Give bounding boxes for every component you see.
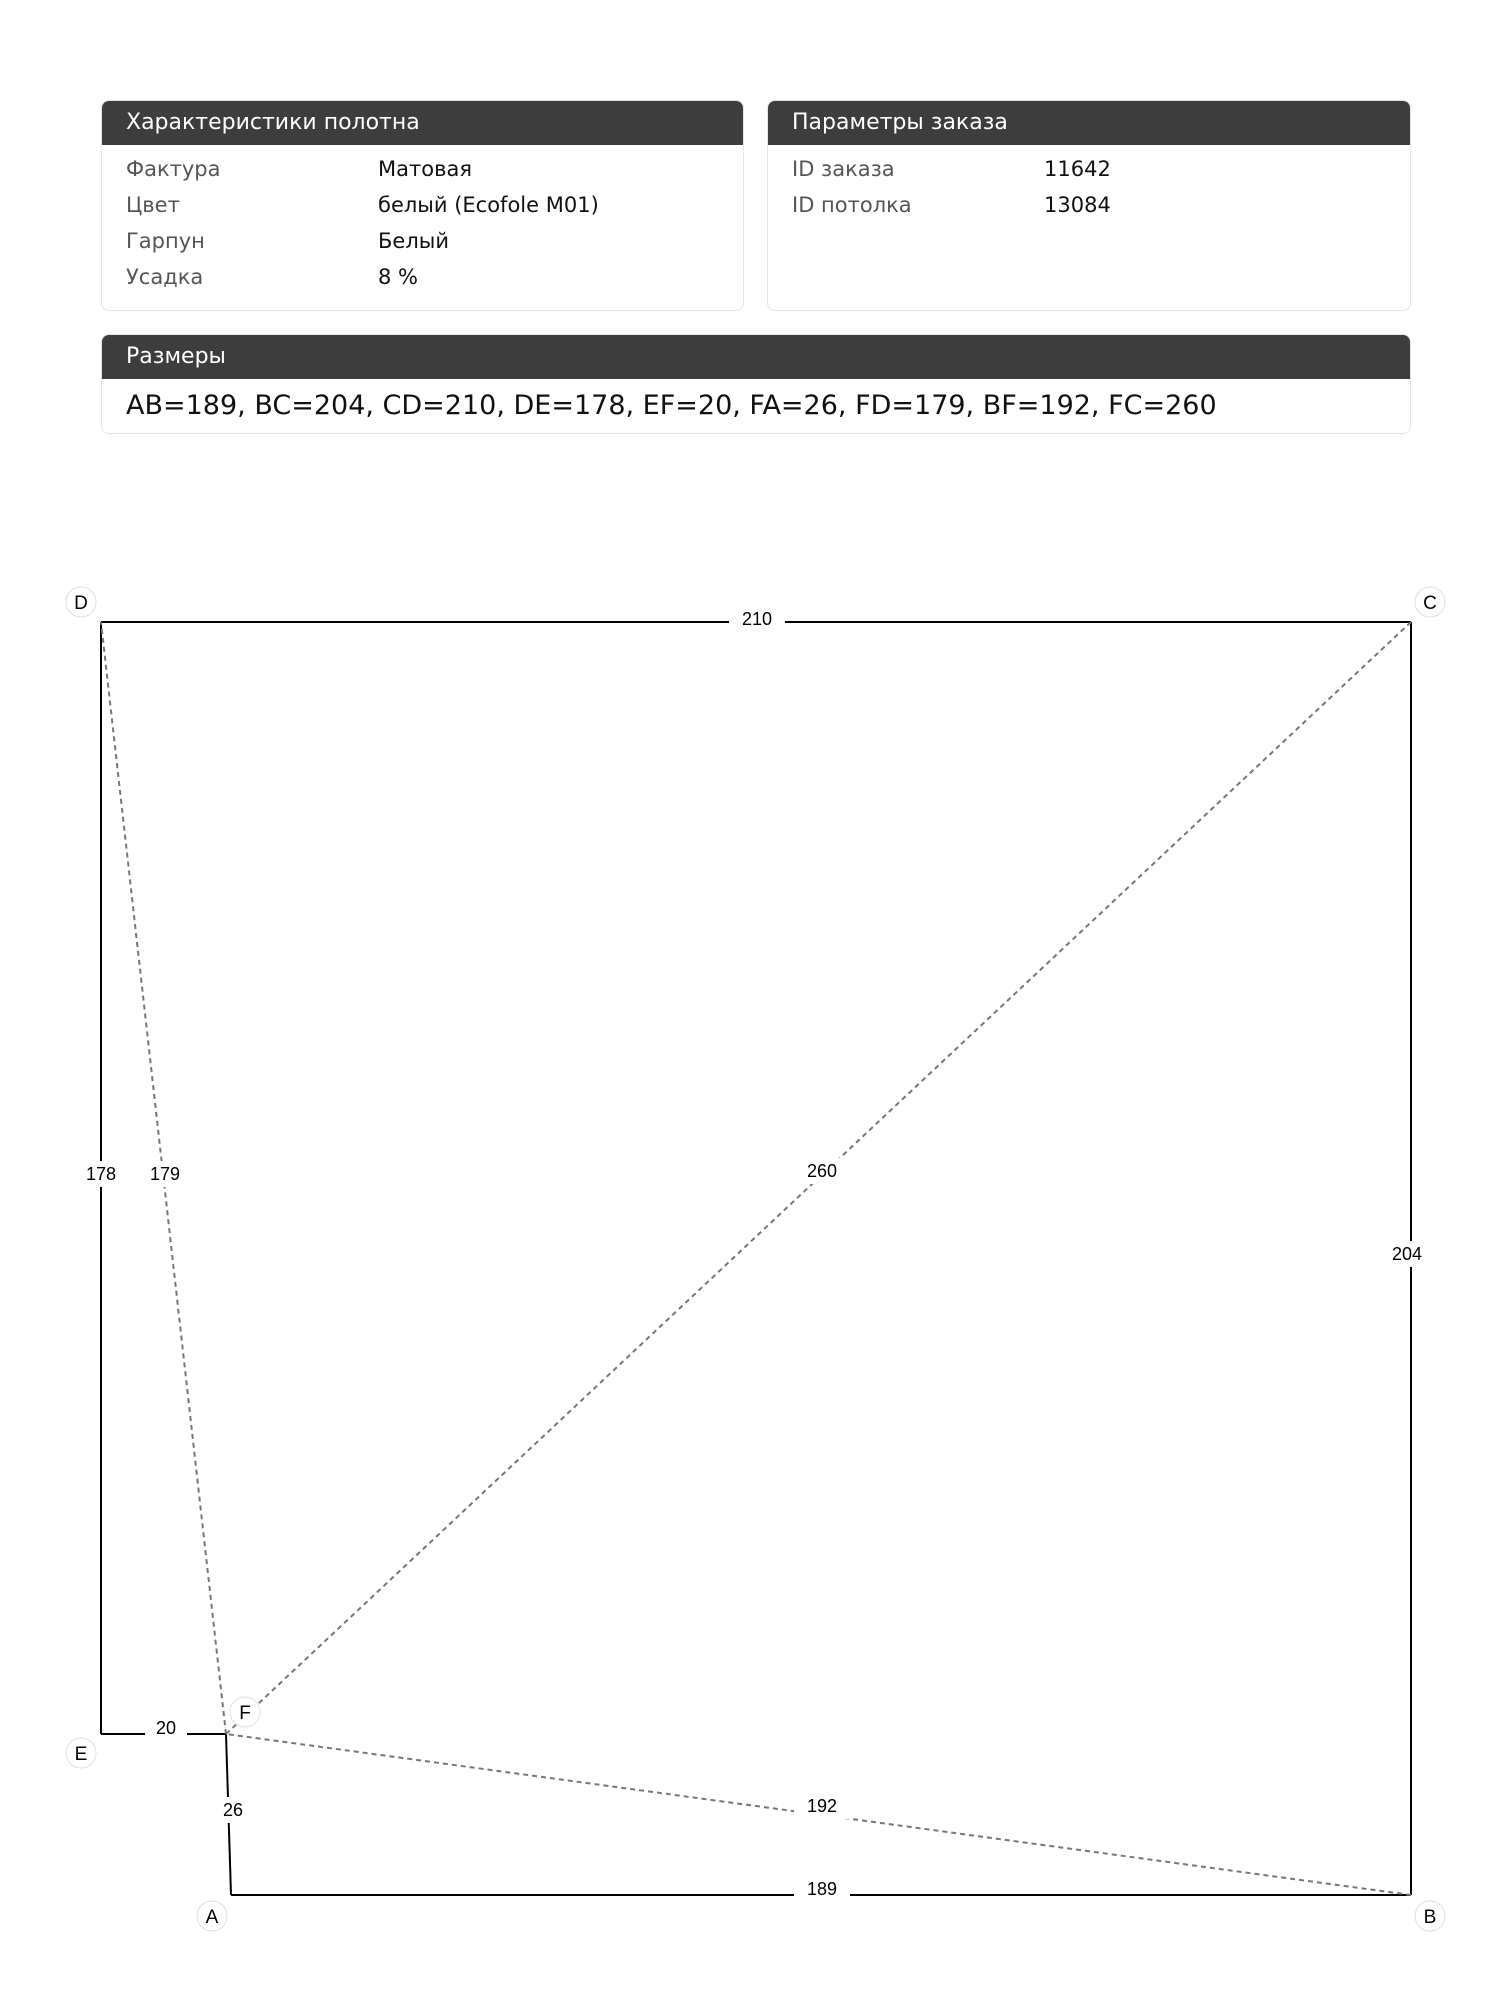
edges-layer — [101, 622, 1411, 1895]
vertex-e-marker — [66, 1738, 96, 1768]
ceiling-id-row — [792, 187, 1410, 223]
harpoon-value: Белый — [378, 229, 449, 253]
ceiling-diagram — [0, 560, 1500, 1980]
texture-label: Фактура — [126, 157, 221, 181]
shrinkage-label: Усадка — [126, 265, 204, 289]
vertex-a-label: A — [205, 1907, 219, 1928]
dimensions-title: Размеры — [102, 335, 1410, 379]
texture-value: Матовая — [378, 157, 472, 181]
vertex-f-label: F — [239, 1703, 251, 1724]
shrinkage-value: 8 % — [378, 265, 418, 289]
harpoon-row — [126, 223, 743, 259]
order-parameters-list — [768, 145, 1410, 223]
vertex-c-label: C — [1423, 593, 1437, 614]
diagonal-length-label-bf: 192 — [806, 1796, 838, 1816]
order-id-row — [792, 151, 1410, 187]
ceiling-id-label: ID потолка — [792, 193, 912, 217]
canvas-characteristics-card — [101, 100, 744, 311]
order-id-label: ID заказа — [792, 157, 895, 181]
vertex-b-label: B — [1423, 1907, 1437, 1928]
vertex-f-marker — [230, 1697, 260, 1727]
shrinkage-row — [126, 259, 743, 295]
edge-length-label-de: 178 — [85, 1164, 117, 1184]
harpoon-label: Гарпун — [126, 229, 205, 253]
edge-length-label-ab: 189 — [806, 1879, 838, 1899]
diagonals-layer — [101, 622, 1411, 1895]
diagonal-length-label-fc: 260 — [806, 1161, 838, 1181]
ceiling-id-value: 13084 — [1044, 193, 1111, 217]
vertex-b-marker — [1415, 1901, 1445, 1931]
color-label: Цвет — [126, 193, 180, 217]
edge-length-label-fa: 26 — [222, 1800, 244, 1820]
texture-row — [126, 151, 743, 187]
dimensions-card — [101, 334, 1411, 434]
vertices-layer — [66, 587, 1445, 1931]
edge-length-label-cd: 210 — [741, 609, 773, 629]
vertex-e-label: E — [74, 1744, 88, 1765]
canvas-characteristics-list — [102, 145, 743, 295]
order-id-value: 11642 — [1044, 157, 1111, 181]
edge-length-label-ef: 20 — [155, 1718, 177, 1738]
length-labels-layer — [73, 606, 1435, 1902]
vertex-d-marker — [66, 587, 96, 617]
dimensions-text: AB=189, BC=204, CD=210, DE=178, EF=20, FA=26, FD=179, BF=192, FC=260 — [126, 390, 1217, 421]
canvas-characteristics-title: Характеристики полотна — [102, 101, 743, 145]
vertex-d-label: D — [74, 593, 88, 614]
color-value: белый (Ecofole M01) — [378, 193, 599, 217]
color-row — [126, 187, 743, 223]
order-parameters-title: Параметры заказа — [768, 101, 1410, 145]
diagonal-length-label-fd: 179 — [149, 1164, 181, 1184]
vertex-c-marker — [1415, 587, 1445, 617]
vertex-a-marker — [197, 1901, 227, 1931]
edge-length-label-bc: 204 — [1391, 1244, 1423, 1264]
order-parameters-card — [767, 100, 1411, 311]
